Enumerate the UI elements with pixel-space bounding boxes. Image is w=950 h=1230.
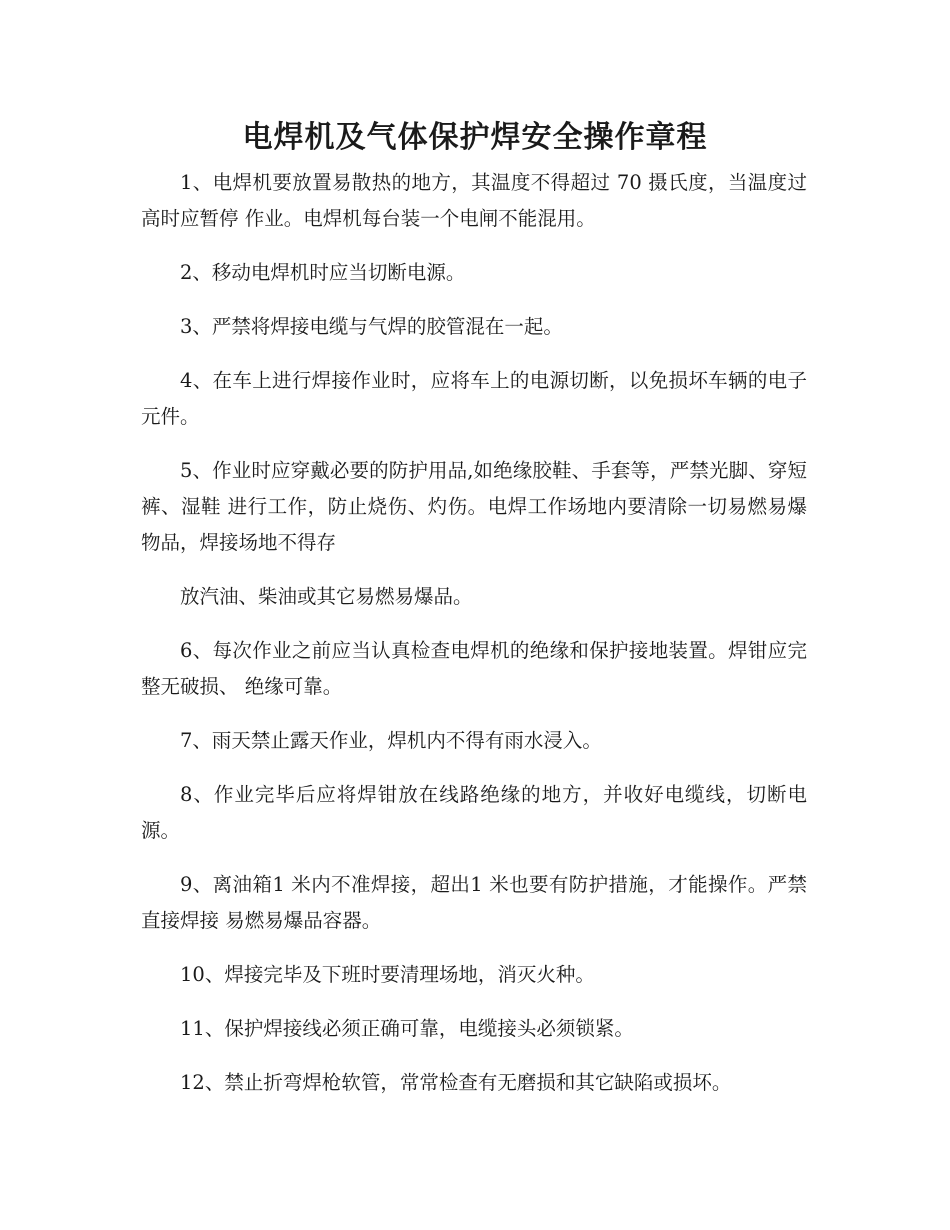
paragraph-9: 9、离油箱1 米内不准焊接，超出1 米也要有防护措施，才能操作。严禁直接焊接 易燃易爆品容器。 bbox=[141, 873, 807, 932]
paragraph-12: 12、禁止折弯焊枪软管，常常检查有无磨损和其它缺陷或损坏。 bbox=[180, 1071, 732, 1094]
paragraph-3: 3、严禁将焊接电缆与气焊的胶管混在一起。 bbox=[180, 315, 563, 338]
paragraph-2: 2、移动电焊机时应当切断电源。 bbox=[180, 261, 466, 284]
paragraph-7: 7、雨天禁止露天作业，焊机内不得有雨水浸入。 bbox=[180, 729, 602, 752]
document-body bbox=[141, 165, 807, 1119]
paragraph-1: 1、电焊机要放置易散热的地方，其温度不得超过 70 摄氏度，当温度过高时应暂停 作业。电焊机每台装一个电闸不能混用。 bbox=[141, 171, 807, 230]
paragraph-11: 11、保护焊接线必须正确可靠，电缆接头必须锁紧。 bbox=[180, 1017, 634, 1040]
paragraph-8: 8、作业完毕后应将焊钳放在线路绝缘的地方，并收好电缆线，切断电源。 bbox=[141, 783, 807, 842]
paragraph-5-continuation: 放汽油、柴油或其它易燃易爆品。 bbox=[180, 585, 473, 608]
paragraph-10: 10、焊接完毕及下班时要清理场地，消灭火种。 bbox=[180, 963, 595, 986]
document-title: 电焊机及气体保护焊安全操作章程 bbox=[242, 120, 708, 155]
paragraph-6: 6、每次作业之前应当认真检查电焊机的绝缘和保护接地装置。焊钳应完整无破损、 绝缘可靠。 bbox=[141, 639, 807, 698]
paragraph-4: 4、在车上进行焊接作业时，应将车上的电源切断，以免损坏车辆的电子元件。 bbox=[141, 369, 807, 428]
paragraph-5: 5、作业时应穿戴必要的防护用品,如绝缘胶鞋、手套等，严禁光脚、穿短裤、湿鞋 进行工作，防止烧伤、灼伤。电焊工作场地内要清除一切易燃易爆物品，焊接场地不得存 bbox=[141, 459, 807, 554]
